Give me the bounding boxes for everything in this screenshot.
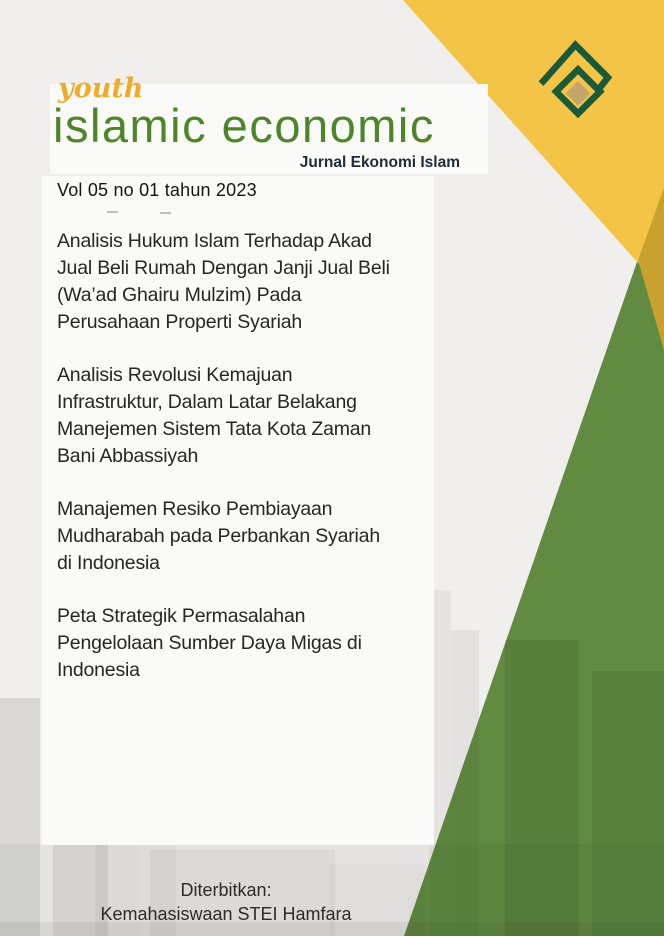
article-title-line: Indonesia — [57, 659, 140, 681]
article-title-line: Mudharabah pada Perbankan Syariah — [57, 525, 380, 547]
article-title-line: Bani Abbassiyah — [57, 445, 199, 467]
building-silhouette — [592, 671, 664, 936]
article-title-line: (Wa’ad Ghairu Mulzim) Pada — [57, 284, 302, 306]
article-title-line: Manajemen Resiko Pembiayaan — [57, 498, 333, 520]
edition-label: Vol 05 no 01 tahun 2023 — [57, 180, 257, 200]
publisher-name: Kemahasiswaan STEI Hamfara — [100, 904, 352, 924]
underline-dash-decor — [107, 211, 118, 213]
article-title-line: Analisis Revolusi Kemajuan — [57, 364, 293, 386]
article-title-line: di Indonesia — [57, 552, 160, 574]
article-title — [57, 362, 437, 470]
article-title — [57, 603, 437, 684]
article-title-line: Manejemen Sistem Tata Kota Zaman — [57, 418, 372, 440]
article-title — [57, 228, 437, 336]
article-title — [57, 496, 437, 577]
journal-script-word: youth — [58, 73, 144, 104]
article-title-line: Analisis Hukum Islam Terhadap Akad — [57, 230, 372, 252]
building-silhouette — [451, 630, 479, 936]
article-title-line: Infrastruktur, Dalam Latar Belakang — [57, 391, 357, 413]
publisher-label: Diterbitkan: — [180, 880, 272, 900]
journal-title: islamic economic — [53, 99, 435, 152]
underline-dash-decor — [160, 212, 171, 214]
article-list — [57, 228, 437, 710]
article-title-line: Peta Strategik Permasalahan — [57, 605, 306, 627]
diamond-spiral-emblem-icon — [534, 36, 622, 126]
article-title-line: Perusahaan Properti Syariah — [57, 311, 302, 333]
publisher-block — [20, 878, 432, 926]
article-title-line: Pengelolaan Sumber Daya Migas di — [57, 632, 362, 654]
article-title-line: Jual Beli Rumah Dengan Janji Jual Beli — [57, 257, 390, 279]
journal-subtitle: Jurnal Ekonomi Islam — [299, 154, 460, 171]
building-silhouette — [505, 640, 579, 936]
